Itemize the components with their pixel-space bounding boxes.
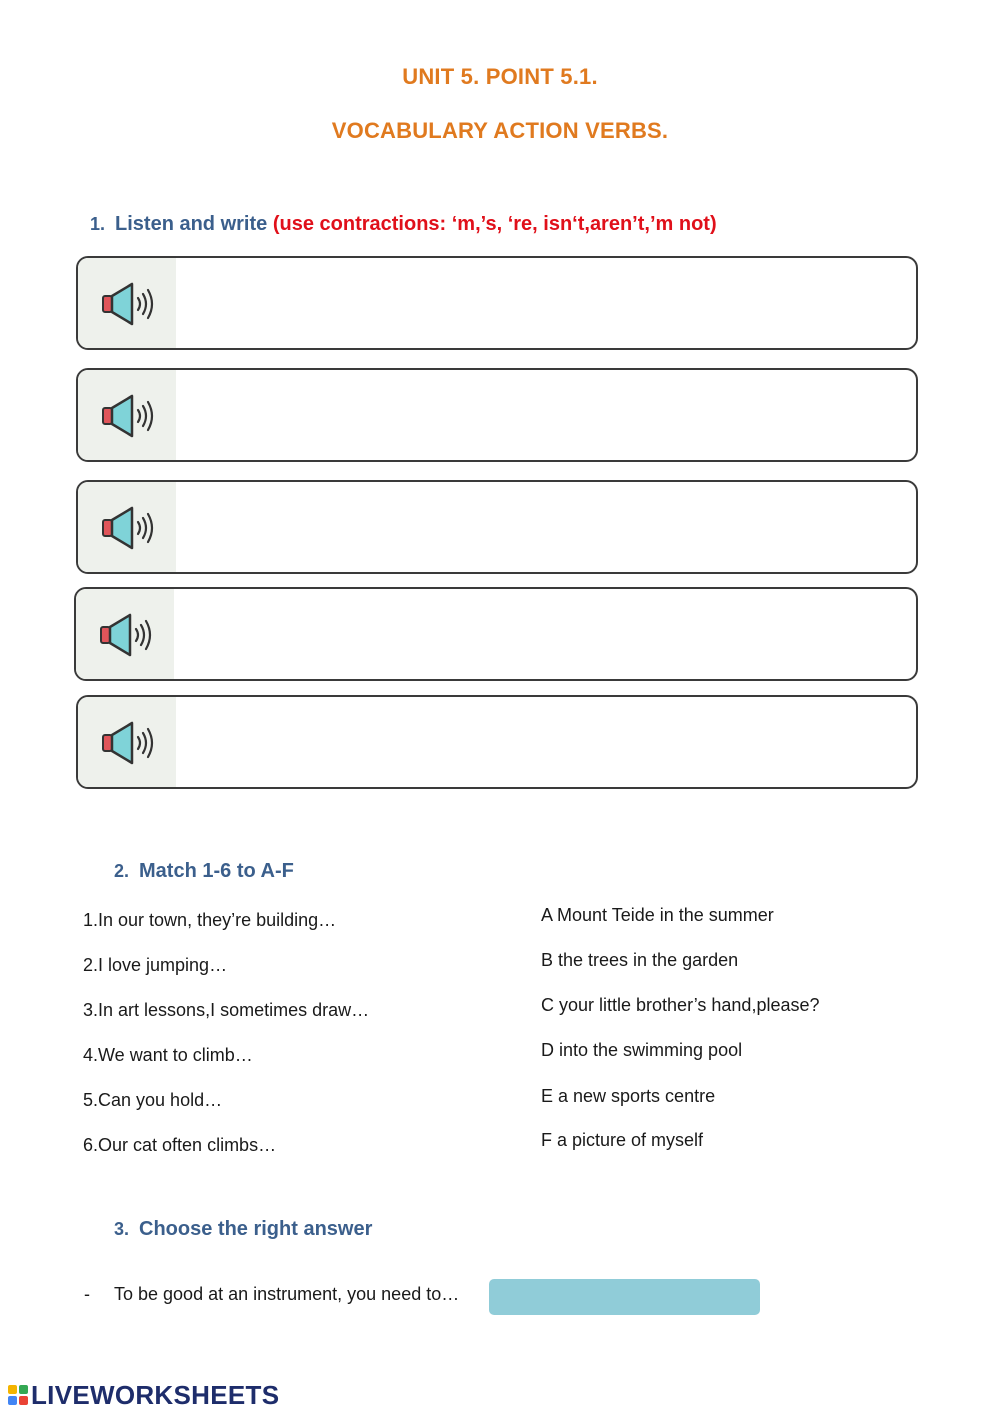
match-left-2: 2.I love jumping… bbox=[83, 955, 228, 975]
match-left-1: 1.In our town, they’re building… bbox=[83, 910, 337, 930]
speaker-icon bbox=[96, 611, 156, 659]
brand-name: LIVEWORKSHEETS bbox=[31, 1379, 280, 1410]
speaker-icon bbox=[98, 280, 158, 328]
match-left-6: 6.Our cat often climbs… bbox=[83, 1135, 277, 1155]
answer-box-2 bbox=[76, 368, 918, 462]
exercise-3-number: 3. bbox=[114, 1219, 130, 1239]
exercise-2-number: 2. bbox=[114, 861, 130, 881]
play-audio-button-1[interactable] bbox=[78, 258, 176, 348]
play-audio-button-5[interactable] bbox=[78, 697, 176, 787]
exercise-1-heading bbox=[90, 213, 717, 236]
play-audio-button-2[interactable] bbox=[78, 370, 176, 460]
exercise-1-title: Listen and write bbox=[115, 213, 268, 235]
play-audio-button-3[interactable] bbox=[78, 482, 176, 572]
exercise-3-title: Choose the right answer bbox=[139, 1218, 373, 1240]
question-dash: - bbox=[84, 1284, 90, 1304]
speaker-icon bbox=[98, 719, 158, 767]
question-row bbox=[84, 1284, 459, 1305]
answer-input-5[interactable] bbox=[188, 697, 906, 789]
speaker-icon bbox=[98, 392, 158, 440]
answer-box-4 bbox=[74, 587, 918, 681]
speaker-icon bbox=[98, 504, 158, 552]
match-left-5: 5.Can you hold… bbox=[83, 1090, 223, 1110]
answer-input-4[interactable] bbox=[186, 589, 906, 681]
topic-title: VOCABULARY ACTION VERBS. bbox=[331, 118, 669, 143]
answer-box-1 bbox=[76, 256, 918, 350]
match-right-a[interactable]: A Mount Teide in the summer bbox=[541, 905, 774, 925]
match-right-c[interactable]: C your little brother’s hand,please? bbox=[541, 995, 820, 1015]
exercise-3-heading bbox=[114, 1218, 372, 1241]
match-right-d[interactable]: D into the swimming pool bbox=[541, 1040, 743, 1060]
unit-title: UNIT 5. POINT 5.1. bbox=[402, 64, 598, 89]
exercise-2-title: Match 1-6 to A-F bbox=[139, 860, 294, 882]
match-right-f[interactable]: F a picture of myself bbox=[541, 1130, 704, 1150]
answer-input-3[interactable] bbox=[188, 482, 906, 574]
question-text: To be good at an instrument, you need to… bbox=[114, 1284, 460, 1304]
exercise-1-hint: (use contractions: ‘m,’s, ‘re, isn‘t,aren’t,’m not) bbox=[272, 213, 717, 235]
answer-box-5 bbox=[76, 695, 918, 789]
answer-dropdown[interactable] bbox=[489, 1279, 760, 1315]
liveworksheets-logo[interactable] bbox=[8, 1380, 279, 1410]
liveworksheets-logo-icon bbox=[8, 1385, 28, 1405]
answer-input-2[interactable] bbox=[188, 370, 906, 462]
match-right-e[interactable]: E a new sports centre bbox=[541, 1086, 716, 1106]
play-audio-button-4[interactable] bbox=[76, 589, 174, 679]
match-right-b[interactable]: B the trees in the garden bbox=[541, 950, 739, 970]
match-left-4: 4.We want to climb… bbox=[83, 1045, 253, 1065]
answer-input-1[interactable] bbox=[188, 258, 906, 350]
match-left-3: 3.In art lessons,I sometimes draw… bbox=[83, 1000, 370, 1020]
answer-box-3 bbox=[76, 480, 918, 574]
exercise-1-number: 1. bbox=[90, 214, 106, 234]
exercise-2-heading bbox=[114, 860, 294, 883]
